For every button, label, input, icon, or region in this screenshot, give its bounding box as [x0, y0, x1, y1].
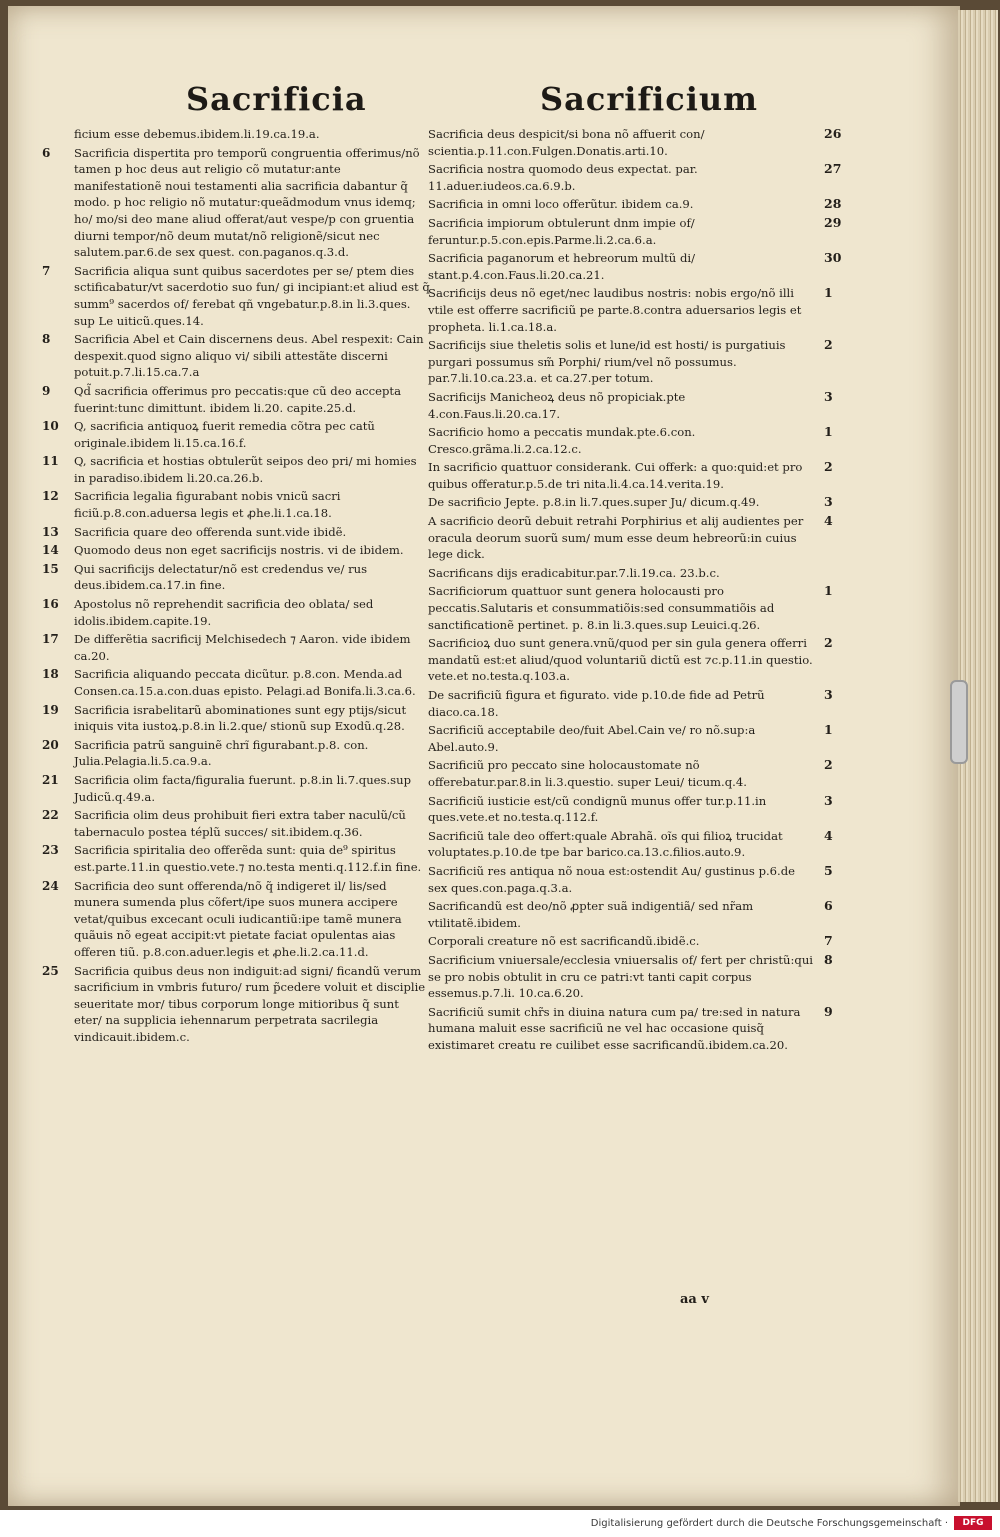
entry-text: Sacrificandũ est deo/nõ ꝓpter suã indigentiã/ sed nr̃am vtilitatẽ.ibidem.	[428, 899, 754, 930]
running-head-right: Sacrificium	[540, 80, 759, 118]
entry-number: 18	[42, 667, 59, 682]
entry-text: Sacrificia aliquando peccata dicũtur. p.8.con. Menda.ad Consen.ca.15.a.con.duas episto. Pelagi.ad Bonifa.li.3.ca.6.	[74, 667, 416, 698]
footer-bar	[0, 1510, 1000, 1537]
index-entry	[428, 424, 833, 457]
entry-number: 2	[824, 757, 833, 773]
index-entry	[38, 383, 430, 416]
entry-text: De sacrificiũ figura et figurato. vide p.10.de fide ad Petrũ diaco.ca.18.	[428, 688, 765, 719]
index-entry	[428, 757, 833, 790]
entry-number: 20	[42, 737, 59, 752]
index-entry	[428, 513, 833, 563]
entry-text: Sacrificia spiritalia deo offerẽda sunt: quia de⁹ spiritus est.parte.11.in questio.vete.⁊ no.testa menti.q.112.f.in fine.	[74, 843, 422, 874]
index-entry	[428, 250, 842, 283]
index-entry	[428, 827, 833, 861]
entry-number: 7	[824, 933, 833, 949]
index-entry	[38, 561, 430, 594]
entry-text: Sacrificiũ sumit chr̃s in diuina natura cum pa/ tre:sed in natura humana maluit esse sacrificiũ ne vel hac occasione quisq̃ existimaret creatu re cuilibet esse sacrificandũ.ibidem.ca.20.	[428, 1004, 801, 1052]
index-entry	[428, 214, 842, 248]
entry-number: 5	[824, 862, 833, 878]
entry-text: Sacrificia impiorum obtulerunt dnm impie of/ feruntur.p.5.con.epis.Parme.li.2.ca.6.a.	[428, 215, 695, 247]
entry-number: 15	[42, 561, 59, 576]
index-entry	[428, 583, 833, 633]
entry-number: 22	[42, 808, 59, 823]
index-entry	[428, 1003, 833, 1054]
entry-text: ficium esse debemus.ibidem.li.19.ca.19.a.	[74, 127, 320, 141]
dfg-logo: DFG	[954, 1516, 992, 1530]
entry-number: 8	[824, 951, 833, 967]
entry-number: 16	[42, 597, 59, 612]
entry-number: 8	[42, 332, 51, 347]
index-entry	[428, 898, 833, 931]
entry-text: Sacrificioꝝ duo sunt genera.vnũ/quod per sin gula genera offerri mandatũ est:et aliud/quod voluntariũ dictũ est ⁊c.p.11.in questio. vete.et no.testa.q.103.a.	[428, 636, 813, 684]
index-entry	[428, 951, 833, 1002]
index-entry	[38, 145, 430, 261]
index-entry	[38, 807, 430, 840]
index-entry	[38, 263, 430, 329]
index-entry	[428, 126, 842, 159]
index-entry	[428, 494, 833, 511]
right-column	[428, 126, 842, 1055]
entry-number: 2	[824, 337, 833, 353]
entry-text: In sacrificio quattuor considerank. Cui offerk: a quo:quid:et pro quibus offeratur.p.5.de tri nita.li.4.ca.14.verita.19.	[428, 460, 803, 491]
index-entry	[38, 524, 430, 541]
index-entry	[38, 737, 430, 770]
entry-number: 9	[824, 1003, 833, 1019]
index-entry	[38, 878, 430, 961]
entry-text: Sacrificia israbelitarũ abominationes sunt egy ptijs/sicut iniquis vita iustoꝝ.p.8.in li.2.que/ stionũ sup Exodũ.q.28.	[74, 702, 407, 734]
index-entry	[38, 418, 430, 451]
entry-number: 1	[824, 424, 833, 440]
entry-number: 17	[42, 632, 59, 647]
left-column	[38, 126, 430, 1047]
entry-number: 11	[42, 454, 59, 469]
entry-number: 6	[42, 145, 51, 160]
index-entry	[428, 635, 833, 685]
index-entry	[428, 687, 833, 720]
entry-number: 3	[824, 792, 833, 808]
index-entry	[38, 666, 430, 699]
entry-number: 3	[824, 494, 833, 510]
entry-text: Sacrificia deo sunt offerenda/nõ q̃ indigeret il/ lis/sed munera sumenda plus cõfert/ipe suos munera accipere vetat/quibus excecant oculi iudicantiũ:ipe tamẽ munera quãuis nõ egeat accipit:vt pietate faciat opulentas aias offeren tiũ. p.8.con.aduer.legis et ꝓhe.li.2.ca.11.d.	[74, 878, 402, 959]
index-entry	[38, 542, 430, 559]
signature-mark: aa v	[680, 1292, 709, 1307]
paper-clip	[950, 680, 968, 764]
entry-number: 4	[824, 827, 833, 843]
entry-text: Quomodo deus non eget sacrificijs nostris. vi de ibidem.	[74, 543, 404, 558]
index-entry	[428, 285, 833, 335]
entry-number: 2	[824, 459, 833, 475]
index-entry	[428, 161, 842, 194]
index-entry	[428, 196, 842, 213]
entry-number: 4	[824, 513, 833, 529]
entry-number: 27	[824, 161, 842, 177]
entry-number: 9	[42, 383, 51, 398]
entry-text: Sacrificia nostra quomodo deus expectat. par. 11.aduer.iudeos.ca.6.9.b.	[428, 162, 698, 193]
entry-number: 14	[42, 543, 59, 558]
entry-number: 1	[824, 583, 833, 599]
entry-text: Sacrificijs siue theletis solis et lune/id est hosti/ is purgatiuis purgari possumus sm̃ Porphi/ rium/vel nõ possumus. par.7.li.10.ca.23.a. et ca.27.per totum.	[428, 338, 786, 386]
index-entry	[38, 126, 430, 143]
entry-text: Sacrificio homo a peccatis mundak.pte.6.con. Cresco.grãma.li.2.ca.12.c.	[428, 425, 696, 456]
entry-text: Sacrificiũ tale deo offert:quale Abrahã. oĩs qui filioꝝ trucidat voluptates.p.10.de tpe bar barico.ca.13.c.filios.auto.9.	[428, 828, 783, 860]
entry-text: Sacrificijs deus nõ eget/nec laudibus nostris: nobis ergo/nõ illi vtile est offerre sacrificiũ pe parte.8.contra aduersarios legis et propheta. li.1.ca.18.a.	[428, 286, 802, 334]
entry-text: Sacrificia deus despicit/si bona nõ affuerit con/ scientia.p.11.con.Fulgen.Donatis.arti.10.	[428, 127, 705, 158]
entry-text: Sacrificia legalia figurabant nobis vnicũ sacri ficiũ.p.8.con.aduersa legis et ꝓhe.li.1.ca.18.	[74, 489, 341, 521]
index-entry	[38, 453, 430, 486]
entry-text: Sacrificia Abel et Cain discernens deus. Abel respexit: Cain despexit.quod signo aliquo vi/ sibili attestãte discerni potuit.p.7.li.15.ca.7.a	[74, 332, 424, 380]
entry-text: Sacrificia olim facta/figuralia fuerunt. p.8.in li.7.ques.sup Judicũ.q.49.a.	[74, 772, 412, 804]
entry-text: Sacrificiũ acceptabile deo/fuit Abel.Cain ve/ ro nõ.sup:a Abel.auto.9.	[428, 723, 756, 754]
entry-number: 25	[42, 963, 59, 978]
index-entry	[38, 772, 430, 805]
index-entry	[38, 596, 430, 629]
entry-text: Sacrificans dijs eradicabitur.par.7.li.19.ca. 23.b.c.	[428, 565, 720, 580]
index-entry	[428, 459, 833, 492]
entry-number: 1	[824, 722, 833, 738]
entry-text: Sacrificia aliqua sunt quibus sacerdotes per se/ ptem dies sctificabatur/vt sacerdotio suo fun/ gi incipiant:et aliud est q̃ summ⁹ sacerdos of/ ferebat qñ vngebatur.p.8.in li.3.ques. sup Le uiticũ.ques.14.	[74, 263, 430, 328]
index-entry	[38, 631, 430, 664]
entry-text: Apostolus nõ reprehendit sacrificia deo oblata/ sed idolis.ibidem.capite.19.	[74, 597, 374, 628]
entry-number: 23	[42, 843, 59, 858]
index-entry	[38, 702, 430, 735]
entry-number: 7	[42, 263, 51, 278]
index-entry	[428, 862, 833, 896]
running-head-left: Sacrificia	[186, 80, 367, 118]
entry-number: 3	[824, 687, 833, 702]
index-entry	[38, 488, 430, 521]
entry-number: 1	[824, 285, 833, 301]
index-entry	[428, 792, 833, 826]
index-entry	[38, 331, 430, 381]
index-entry	[428, 337, 833, 387]
entry-number: 13	[42, 524, 59, 539]
entry-number: 30	[824, 250, 842, 266]
entry-text: De sacrificio Jepte. p.8.in li.7.ques.super Ju/ dicum.q.49.	[428, 495, 760, 510]
entry-text: A sacrificio deorũ debuit retrahi Porphirius et alij audientes per oracula deorum suorũ sum/ mum esse deum hebreorũ:in cuius lege dick.	[428, 514, 804, 562]
index-entry	[428, 722, 833, 755]
footer-credit: Digitalisierung gefördert durch die Deutsche Forschungsgemeinschaft ·	[590, 1518, 948, 1529]
entry-text: Sacrificia paganorum et hebreorum multũ di/ stant.p.4.con.Faus.li.20.ca.21.	[428, 251, 695, 282]
entry-number: 21	[42, 772, 59, 787]
index-entry	[38, 963, 430, 1046]
entry-number: 6	[824, 898, 833, 914]
entry-text: Sacrificia olim deus prohibuit fieri extra taber naculũ/cũ tabernaculo postea téplũ succes/ sit.ibidem.q.36.	[74, 808, 406, 839]
entry-number: 19	[42, 702, 59, 717]
entry-text: De differẽtia sacrificij Melchisedech ⁊ Aaron. vide ibidem ca.20.	[74, 632, 411, 663]
entry-text: Q, sacrificia antiquoꝝ fuerit remedia cõtra pec catũ originale.ibidem li.15.ca.16.f.	[74, 419, 375, 450]
index-entry	[428, 565, 814, 582]
entry-number: 28	[824, 196, 842, 212]
entry-text: Qd̃ sacrificia offerimus pro peccatis:que cũ deo accepta fuerint:tunc dimittunt. ibidem li.20. capite.25.d.	[74, 383, 401, 415]
entry-text: Sacrificiorum quattuor sunt genera holocausti pro peccatis.Salutaris et consummatiõis:sed consummatiõis ad sanctificationẽ pertinet. p. 8.in li.3.ques.sup Leuici.q.26.	[428, 584, 775, 632]
entry-text: Sacrificia dispertita pro temporũ congruentia offerimus/nõ tamen p hoc deus aut religio cõ mutatur:ante manifestationẽ noui testamenti alia sacrificia dabantur q̃ modo. p hoc religio nõ mutatur:queãdmodum vnus idemq; ho/ mo/si deo mane aliud offerat/aut vespe/p con gruentia diurni tempor/nõ deum mutat/nõ religionẽ/sicut nec salutem.par.6.de sex quest. con.paganos.q.3.d.	[74, 145, 420, 260]
entry-text: Sacrificium vniuersale/ecclesia vniuersalis of/ fert per christũ:qui se pro nobis obtulit in cru ce patri:vt tanti capit corpus essemus.p.7.li. 10.ca.6.20.	[428, 952, 813, 1001]
entry-text: Qui sacrificijs delectatur/nõ est credendus ve/ rus deus.ibidem.ca.17.in fine.	[74, 561, 368, 593]
entry-text: Sacrificiũ iusticie est/cũ condignũ munus offer tur.p.11.in ques.vete.et no.testa.q.112.f.	[428, 793, 767, 825]
entry-number: 29	[824, 214, 842, 230]
entry-text: Corporali creature nõ est sacrificandũ.ibidẽ.c.	[428, 934, 700, 949]
entry-text: Sacrificia in omni loco offerũtur. ibidem ca.9.	[428, 197, 694, 212]
entry-text: Q, sacrificia et hostias obtulerũt seipos deo pri/ mi homies in paradiso.ibidem li.20.ca.26.b.	[74, 454, 417, 485]
entry-text: Sacrificijs Manicheoꝝ deus nõ propiciak.pte 4.con.Faus.li.20.ca.17.	[428, 389, 686, 421]
entry-text: Sacrificia quibus deus non indiguit:ad signi/ ficandũ verum sacrificium in vmbris futuro/ rum p̃cedere voluit et disciplie seueritate mor/ tibus corporum longe mitioribus q̃ sunt eter/ na supplicia iehennarum perpetrata sacrilegia vindicauit.ibidem.c.	[74, 963, 426, 1044]
index-entry	[428, 933, 833, 950]
entry-number: 2	[824, 635, 833, 651]
entry-text: Sacrificiũ pro peccato sine holocaustomate nõ offerebatur.par.8.in li.3.questio. super Leui/ ticum.q.4.	[428, 758, 747, 789]
entry-number: 3	[824, 388, 833, 404]
entry-number: 12	[42, 489, 59, 504]
entry-number: 10	[42, 419, 59, 434]
entry-number: 24	[42, 878, 59, 893]
entry-number: 26	[824, 126, 842, 141]
index-entry	[428, 388, 833, 422]
entry-text: Sacrificiũ res antiqua nõ noua est:ostendit Au/ gustinus p.6.de sex ques.con.paga.q.3.a.	[428, 863, 796, 895]
entry-text: Sacrificia quare deo offerenda sunt.vide ibidẽ.	[74, 524, 347, 539]
index-entry	[38, 842, 430, 875]
entry-text: Sacrificia patrũ sanguinẽ chrĩ figurabant.p.8. con. Julia.Pelagia.li.5.ca.9.a.	[74, 737, 369, 769]
